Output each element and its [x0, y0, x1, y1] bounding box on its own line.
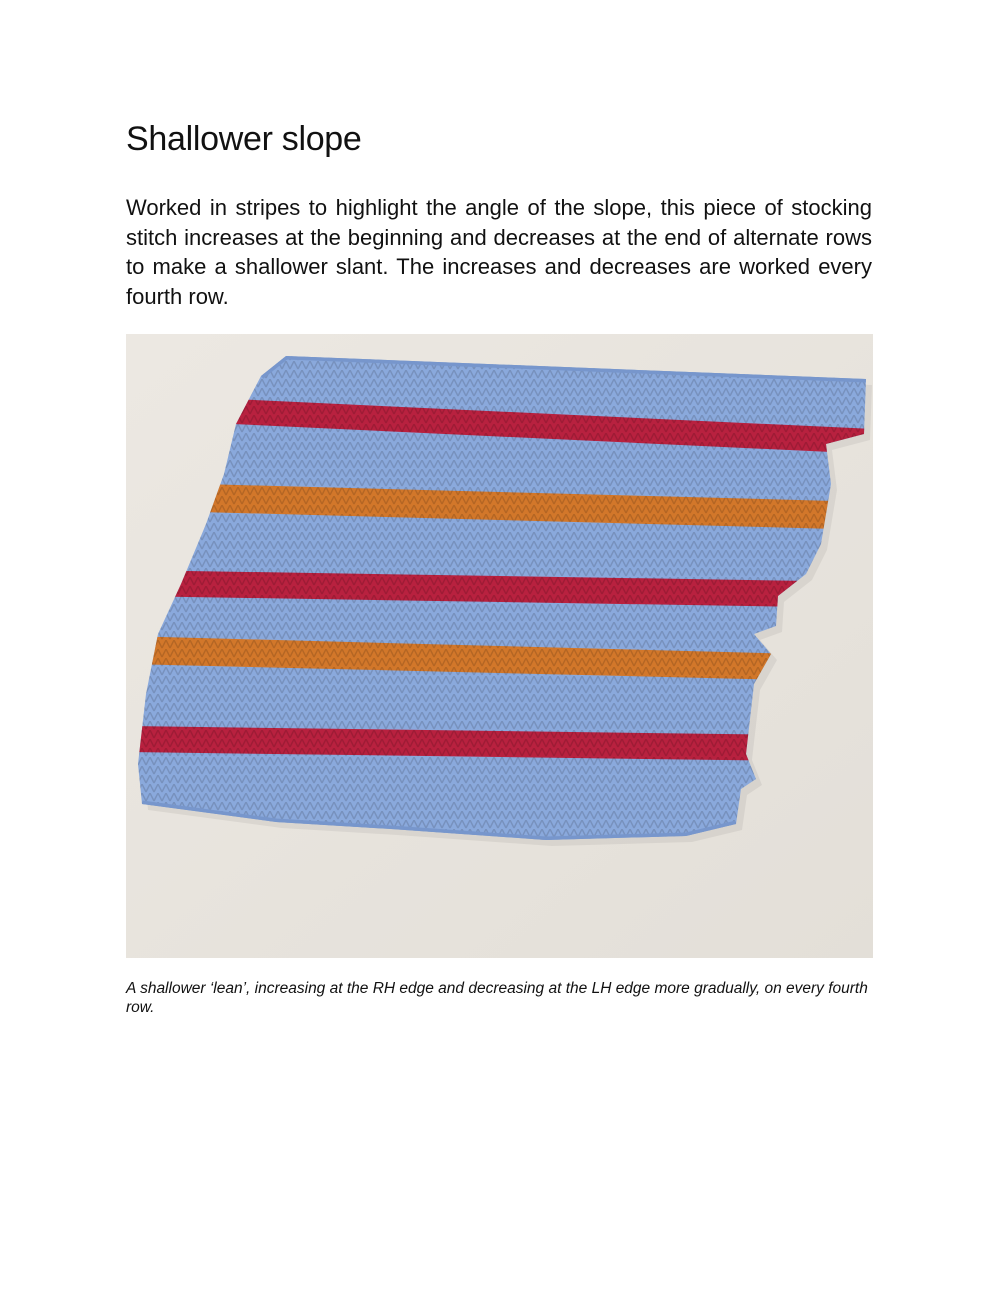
intro-paragraph: Worked in stripes to highlight the angle of the slope, this piece of stocking stitch increases at the beginning and decreases at the end of alternate rows to make a shallower slant. The increases and decreases are worked every fourth row.	[126, 195, 872, 309]
photo-caption: A shallower ‘lean’, increasing at the RH edge and decreasing at the LH edge more gradually, on every fourth row.	[126, 980, 868, 1016]
page-title: Shallower slope	[126, 120, 362, 158]
knitted-swatch-photo	[126, 334, 873, 958]
